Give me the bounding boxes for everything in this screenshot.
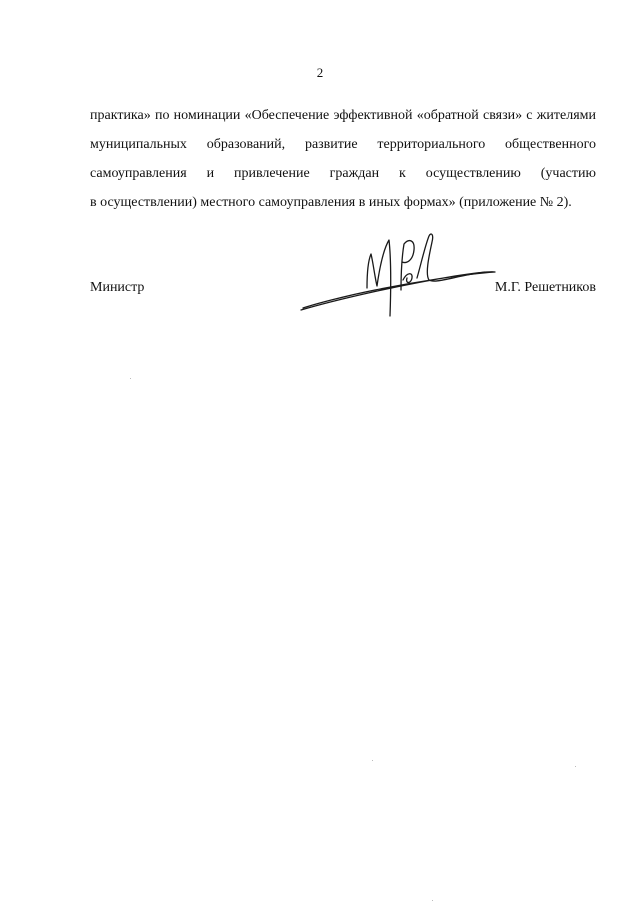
- word: жителями: [536, 108, 596, 123]
- word: муниципальных: [90, 137, 187, 152]
- word: самоуправления: [90, 166, 187, 181]
- signer-name: М.Г. Решетников: [494, 280, 596, 295]
- paragraph-line-3: [90, 159, 596, 188]
- word: «Обеспечение: [244, 108, 330, 123]
- word: по: [154, 108, 170, 123]
- paragraph-line-2: [90, 130, 596, 159]
- word: осуществлению: [425, 166, 521, 181]
- word: (участию: [540, 166, 596, 181]
- scan-speck: [372, 760, 373, 761]
- body-paragraph: [90, 101, 596, 217]
- signer-position: Министр: [90, 280, 145, 295]
- word: развитие: [304, 137, 358, 152]
- word: общественного: [505, 137, 596, 152]
- scan-speck: [575, 766, 576, 767]
- paragraph-line-4: в осуществлении) местного самоуправления в иных формах» (приложение № 2).: [90, 195, 572, 210]
- word: с: [526, 108, 533, 123]
- scan-speck: [432, 900, 433, 901]
- page-number: 2: [316, 65, 324, 80]
- word: привлечение: [234, 166, 310, 181]
- word: граждан: [329, 166, 380, 181]
- word: и: [206, 166, 215, 181]
- word: «обратной: [416, 108, 479, 123]
- word: к: [399, 166, 406, 181]
- handwritten-signature: [295, 228, 500, 320]
- word: практика»: [90, 108, 151, 123]
- word: связи»: [482, 108, 523, 123]
- word: номинации: [173, 108, 241, 123]
- paragraph-line-1: [90, 101, 596, 130]
- word: эффективной: [333, 108, 413, 123]
- scan-speck: [130, 378, 131, 379]
- word: территориального: [377, 137, 486, 152]
- word: образований,: [206, 137, 286, 152]
